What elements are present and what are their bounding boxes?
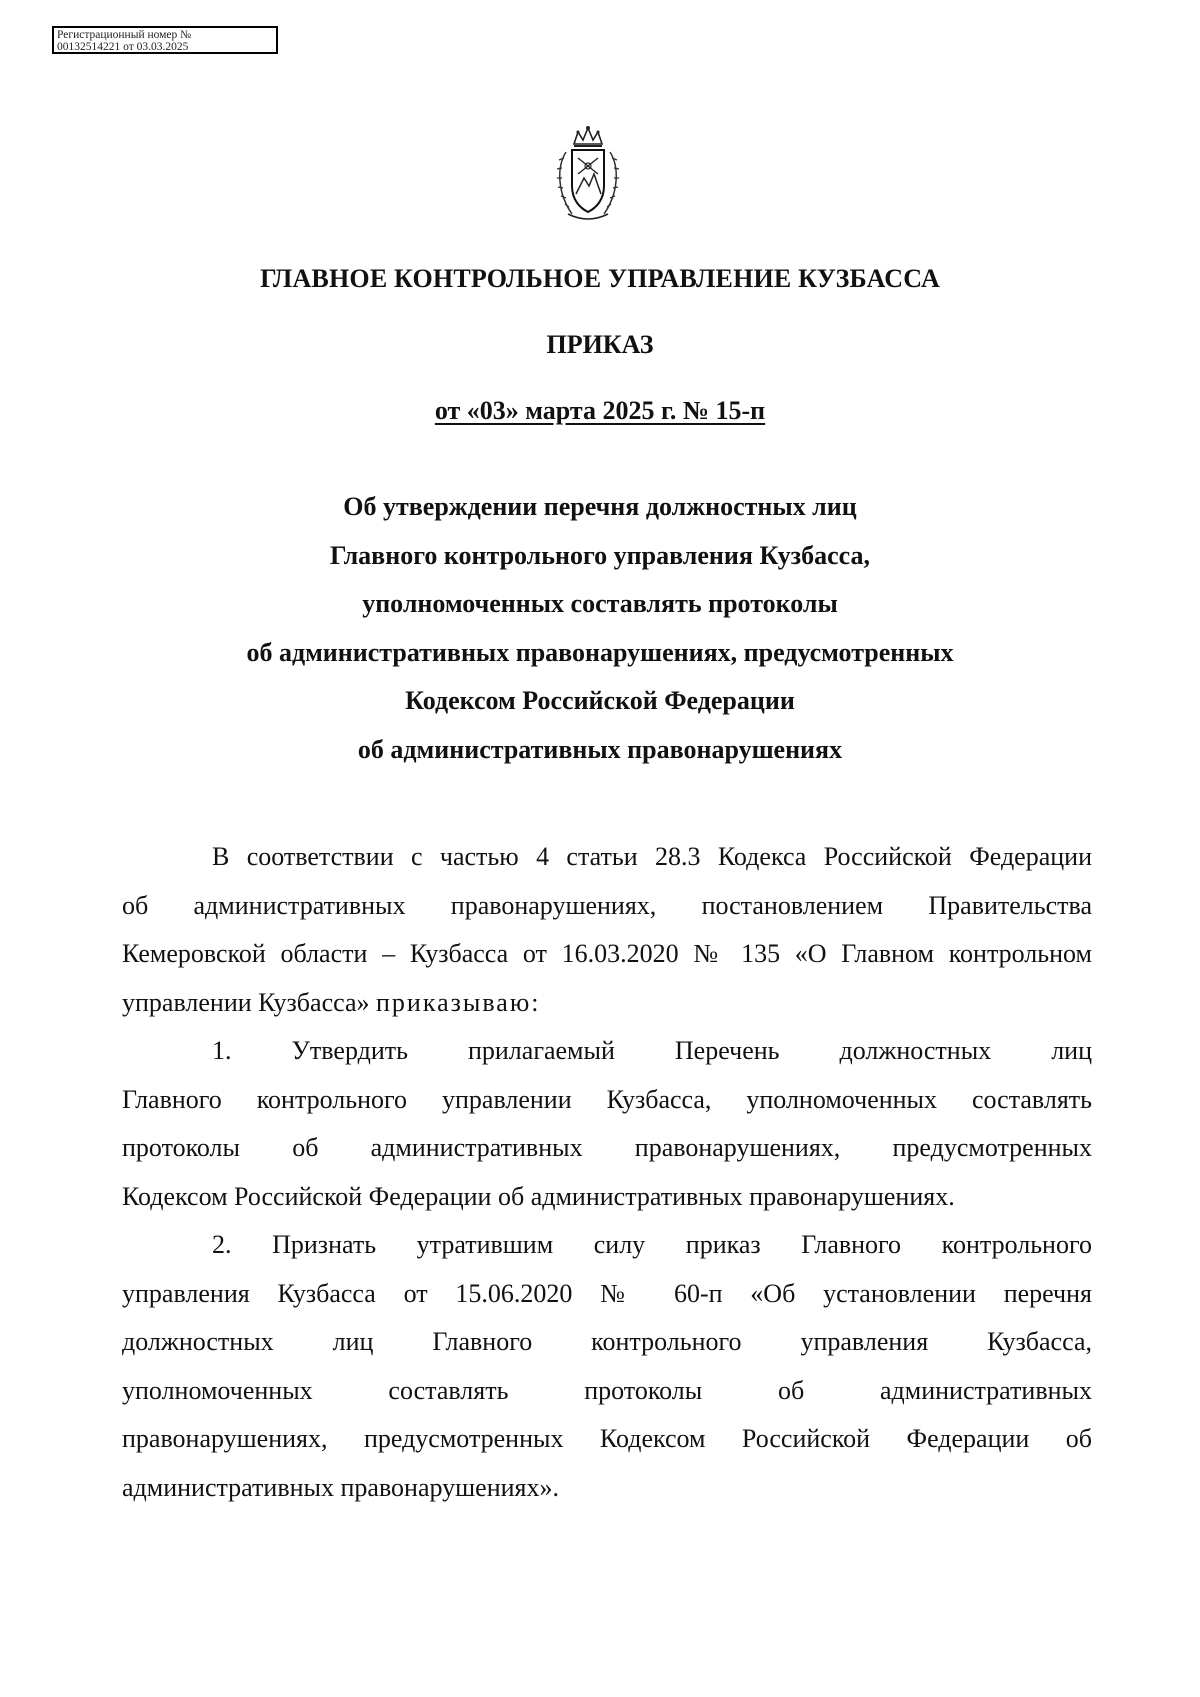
subject-line: об административных правонарушениях, предусмотренных <box>246 637 954 667</box>
preamble-line: управлении Кузбасса» <box>122 987 370 1017</box>
item-line: протоколы об административных правонарушениях, предусмотренных <box>122 1133 1092 1162</box>
document-body <box>122 840 1092 1519</box>
item-paragraph-2 <box>122 1228 1092 1519</box>
organization-title: ГЛАВНОЕ КОНТРОЛЬНОЕ УПРАВЛЕНИЕ КУЗБАССА <box>260 264 940 293</box>
preamble-last-line <box>122 986 1092 1035</box>
item-line: управления Кузбасса от 15.06.2020 № 60-п «Об установлении перечня <box>122 1278 1092 1308</box>
item-line: правонарушениях, предусмотренных Кодексом Российской Федерации об <box>122 1424 1092 1453</box>
subject-line: Кодексом Российской Федерации <box>405 686 795 715</box>
item-line: Кодексом Российской Федерации об административных правонарушениях. <box>122 1181 955 1211</box>
order-word: приказываю: <box>376 987 541 1017</box>
item-line: 1. Утвердить прилагаемый Перечень должностных лиц <box>212 1036 1092 1065</box>
document-date-number-text: от «03» марта 2025 г. № 15-п <box>434 396 766 425</box>
registration-number-value: 00132514221 от 03.03.2025 <box>57 41 189 53</box>
document-date-number <box>0 394 1200 428</box>
item-line: административных правонарушениях». <box>122 1472 559 1502</box>
document-type: ПРИКАЗ <box>546 330 654 359</box>
subject-line: Об утверждении перечня должностных лиц <box>343 492 857 521</box>
registration-number-label: Регистрационный номер № <box>57 29 192 41</box>
subject-line: уполномоченных составлять протоколы <box>362 589 838 618</box>
document-subject <box>0 490 1200 781</box>
item-paragraph-1 <box>122 1034 1092 1228</box>
registration-number-box <box>52 26 278 54</box>
preamble-line: Кемеровской области – Кузбасса от 16.03.2020 № 135 «О Главном контрольном <box>122 939 1092 968</box>
item-line: уполномоченных составлять протоколы об административных <box>122 1375 1092 1405</box>
preamble-line: об административных правонарушениях, постановлением Правительства <box>122 890 1092 920</box>
subject-line: Главного контрольного управления Кузбасса, <box>329 540 871 570</box>
kuzbass-coat-of-arms-icon <box>552 124 624 228</box>
item-line: должностных лиц Главного контрольного управления Кузбасса, <box>122 1327 1092 1356</box>
preamble-line: В соответствии с частью 4 статьи 28.3 Кодекса Российской Федерации <box>212 842 1092 871</box>
item-line: 2. Признать утратившим силу приказ Главного контрольного <box>212 1230 1092 1259</box>
subject-line: об административных правонарушениях <box>357 734 843 764</box>
item-line: Главного контрольного управлении Кузбасса, уполномоченных составлять <box>122 1084 1092 1114</box>
preamble-paragraph <box>122 840 1092 1034</box>
